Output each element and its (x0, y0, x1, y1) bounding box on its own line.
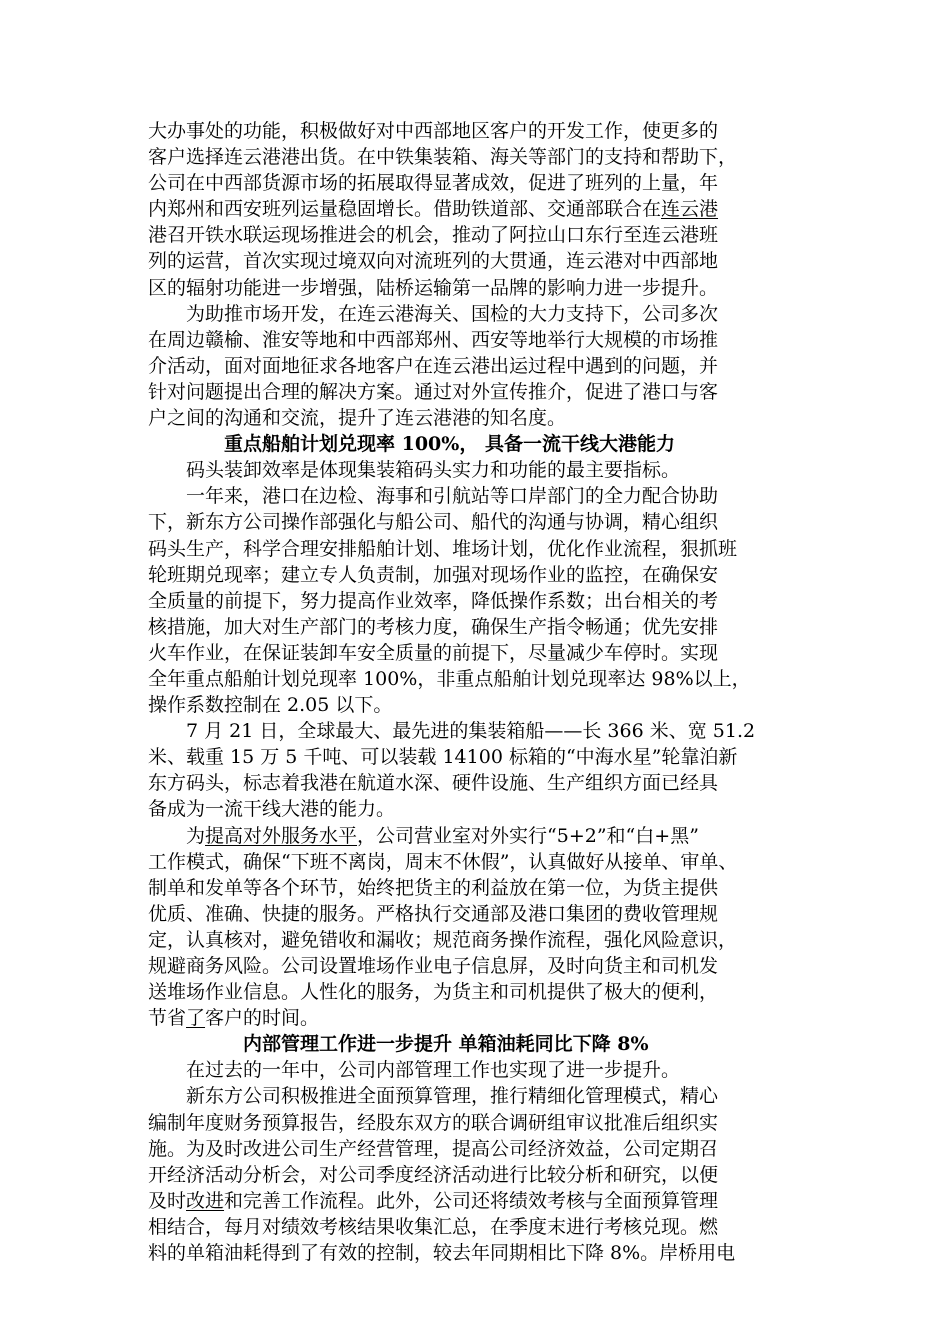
text-line: 编制年度财务预算报告，经股东双方的联合调研组审议批准后组织实 (148, 1111, 719, 1134)
text-line: 操作系数控制在 2.05 以下。 (148, 694, 393, 717)
text-line: 料的单箱油耗得到了有效的控制，较去年同期相比下降 8%。岸桥用电 (148, 1242, 736, 1265)
text-line (148, 1188, 818, 1214)
text-line: 下，新东方公司操作部强化与船公司、船代的沟通与协调，精心组织 (148, 511, 719, 534)
text-line: 全年重点船舶计划兑现率 100%，非重点船舶计划兑现率达 98%以上， (148, 667, 751, 690)
text-line (148, 823, 818, 849)
text-line: 为助推市场开发，在连云港海关、国检的大力支持下，公司多次 (186, 302, 719, 325)
text-line: 核措施，加大对生产部门的考核力度，确保生产指令畅通；优先安排 (148, 615, 719, 638)
text-line: 区的辐射功能进一步增强，陆桥运输第一品牌的影响力进一步提升。 (148, 276, 719, 299)
text-line: 备成为一流干线大港的能力。 (148, 798, 396, 821)
text-line: 列的运营，首次实现过境双向对流班列的大贯通，连云港对中西部地 (148, 250, 719, 273)
text-line: 规避商务风险。公司设置堆场作业电子信息屏，及时向货主和司机发 (148, 955, 719, 977)
text-line: 制单和发单等各个环节，始终把货主的利益放在第一位，为货主提供 (148, 876, 719, 899)
text-segment: 客户的时间。 (205, 1007, 320, 1030)
text-line: 开经济活动分析会，对公司季度经济活动进行比较分析和研究，以便 (148, 1163, 719, 1186)
text-line: 针对问题提出合理的解决方案。通过对外宣传推介，促进了港口与客 (148, 380, 719, 403)
text-line: 火车作业，在保证装卸车安全质量的前提下，尽量减少车停时。实现 (148, 641, 719, 664)
text-segment: 及时 (148, 1189, 187, 1212)
document-body (148, 118, 818, 1266)
text-segment: 为 (186, 824, 206, 847)
text-line: 介活动，面对面地征求各地客户在连云港出运过程中遇到的问题，并 (148, 354, 719, 377)
text-line: 在周边赣榆、淮安等地和中西部郑州、西安等地举行大规模的市场推 (148, 328, 719, 351)
text-line: 7 月 21 日，全球最大、最先进的集装箱船——长 366 米、宽 51.2 (186, 720, 756, 743)
text-line: 在过去的一年中，公司内部管理工作也实现了进一步提升。 (186, 1059, 681, 1082)
underlined-text: 了 (186, 1007, 206, 1030)
text-line: 码头生产，科学合理安排船舶计划、堆场计划，优化作业流程，狠抓班 (148, 537, 738, 560)
underlined-text: 连云港 (661, 198, 719, 221)
text-line: 一年来，港口在边检、海事和引航站等口岸部门的全力配合协助 (186, 485, 719, 508)
text-line: 新东方公司积极推进全面预算管理，推行精细化管理模式，精心 (186, 1085, 719, 1108)
text-segment: 节省 (148, 1007, 187, 1030)
text-line: 港召开铁水联运现场推进会的机会，推动了阿拉山口东行至连云港班 (148, 224, 719, 247)
underlined-text: 改进 (186, 1189, 225, 1212)
text-line: 大办事处的功能，积极做好对中西部地区客户的开发工作，使更多的 (148, 120, 719, 142)
text-line: 码头装卸效率是体现集装箱码头实力和功能的最主要指标。 (186, 459, 681, 482)
text-line: 户之间的沟通和交流，提升了连云港港的知名度。 (148, 407, 567, 430)
text-line: 相结合，每月对绩效考核结果收集汇总，在季度末进行考核兑现。燃 (148, 1215, 719, 1238)
text-segment: ，公司营业室对外实行“5+2”和“白+黑” (357, 824, 699, 847)
text-line: 定，认真核对，避免错收和漏收；规范商务操作流程，强化风险意识， (148, 928, 738, 951)
text-line: 优质、准确、快捷的服务。严格执行交通部及港口集团的费收管理规 (148, 902, 719, 925)
text-line: 公司在中西部货源市场的拓展取得显著成效，促进了班列的上量，年 (148, 172, 719, 195)
text-line: 工作模式，确保“下班不离岗，周末不休假”，认真做好从接单、审单、 (148, 850, 738, 873)
text-line: 轮班期兑现率；建立专人负责制，加强对现场作业的监控，在确保安 (148, 563, 719, 586)
text-line (148, 1005, 818, 1031)
section-heading: 重点船舶计划兑现率 100%， 具备一流干线大港能力 (224, 433, 675, 456)
underlined-text: 提高对外服务水平 (205, 824, 358, 847)
text-line: 送堆场作业信息。人性化的服务，为货主和司机提供了极大的便利， (148, 981, 719, 1004)
text-line: 施。为及时改进公司生产经营管理，提高公司经济效益，公司定期召 (148, 1137, 719, 1160)
text-line: 全质量的前提下，努力提高作业效率，降低操作系数；出台相关的考 (148, 589, 719, 612)
text-segment: 内郑州和西安班列运量稳固增长。借助铁道部、交通部联合在 (148, 198, 662, 221)
text-line (148, 196, 818, 222)
section-heading: 内部管理工作进一步提升 单箱油耗同比下降 8% (243, 1033, 649, 1056)
text-line: 米、载重 15 万 5 千吨、可以装载 14100 标箱的“中海水星”轮靠泊新 (148, 746, 738, 769)
text-segment: 和完善工作流程。此外，公司还将绩效考核与全面预算管理 (224, 1189, 719, 1212)
text-line: 客户选择连云港港出货。在中铁集装箱、海关等部门的支持和帮助下， (148, 146, 738, 169)
text-line: 东方码头，标志着我港在航道水深、硬件设施、生产组织方面已经具 (148, 772, 719, 795)
